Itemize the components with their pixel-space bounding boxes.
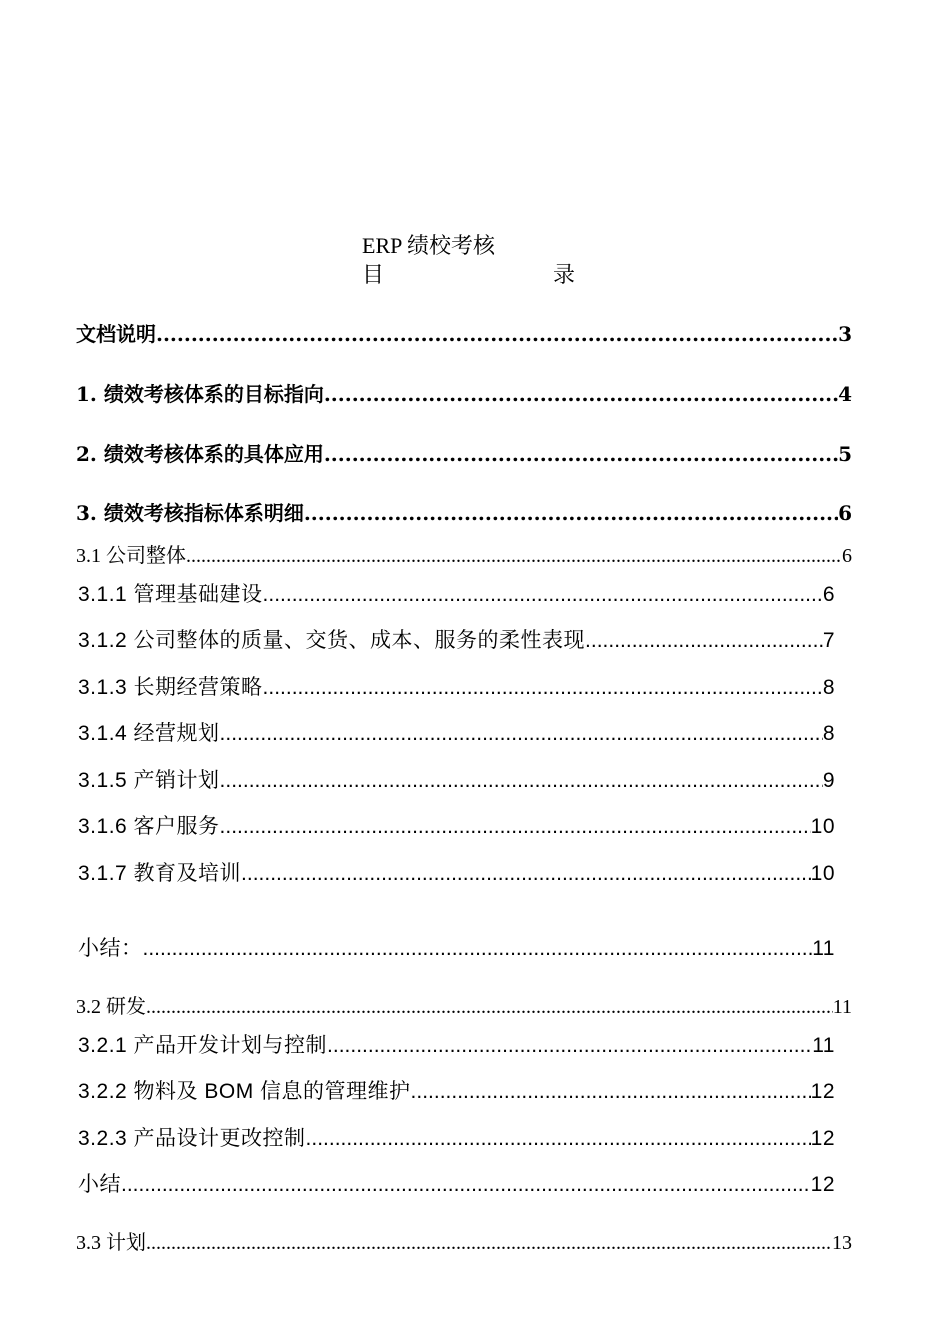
toc-entry-section-3-1-7[interactable] xyxy=(78,857,835,887)
toc-entry-section-3-1-3[interactable] xyxy=(78,671,835,701)
toc-entry-section-3-1-5[interactable] xyxy=(78,764,835,794)
toc-entry-page: 12 xyxy=(810,1127,835,1150)
toc-heading-left: 目 xyxy=(362,263,385,288)
toc-dot-leader xyxy=(304,501,838,525)
toc-entry-section-3-1-1[interactable] xyxy=(78,578,835,608)
toc-entry-section-3-1-6[interactable] xyxy=(78,810,835,840)
toc-entry-section-3[interactable] xyxy=(76,497,852,526)
toc-entry-section-3-2-1[interactable] xyxy=(78,1029,835,1059)
toc-entry-label: 3.1.5 产销计划 xyxy=(78,769,220,792)
document-title: ERP 绩校考核 xyxy=(362,233,496,258)
toc-entry-label: 1. 绩效考核体系的目标指向 xyxy=(76,382,324,406)
toc-dot-leader xyxy=(241,862,811,886)
toc-entry-page: 6 xyxy=(842,545,852,567)
toc-entry-label: 2. 绩效考核体系的具体应用 xyxy=(76,442,324,466)
toc-dot-leader xyxy=(121,1173,811,1197)
toc-dot-leader xyxy=(327,1034,812,1058)
toc-entry-section-3-1-4[interactable] xyxy=(78,717,835,747)
toc-entry-page: 13 xyxy=(832,1232,852,1254)
toc-heading-right: 录 xyxy=(553,263,576,288)
toc-entry-page: 12 xyxy=(810,1173,835,1196)
toc-entry-section-3-2-2[interactable] xyxy=(78,1075,835,1105)
toc-entry-page: 11 xyxy=(832,996,852,1018)
toc-dot-leader xyxy=(220,815,811,839)
toc-dot-leader xyxy=(186,545,842,568)
toc-entry-label: 3.1.7 教育及培训 xyxy=(78,862,242,885)
toc-entry-page: 3 xyxy=(838,322,852,346)
toc-dot-leader xyxy=(585,629,823,653)
toc-entry-label: 小结： xyxy=(78,937,143,960)
toc-dot-leader xyxy=(146,1232,832,1255)
toc-entry-page: 12 xyxy=(810,1080,835,1103)
toc-dot-leader xyxy=(263,583,823,607)
toc-entry-section-3-1[interactable] xyxy=(76,539,852,568)
toc-entry-page: 5 xyxy=(838,442,852,466)
toc-entry-label: 3.1.4 经营规划 xyxy=(78,722,220,745)
toc-dot-leader xyxy=(220,722,823,746)
toc-dot-leader xyxy=(220,769,823,793)
toc-entry-section-3-3[interactable] xyxy=(76,1226,852,1255)
toc-entry-label: 3.1.6 客户服务 xyxy=(78,815,220,838)
toc-dot-leader xyxy=(263,676,823,700)
toc-entry-page: 11 xyxy=(812,1034,835,1057)
toc-entry-section-3-2[interactable] xyxy=(76,990,852,1019)
toc-entry-page: 6 xyxy=(822,583,835,606)
toc-entry-label: 3.2.3 产品设计更改控制 xyxy=(78,1127,306,1150)
toc-entry-label: 3.3 计划 xyxy=(76,1232,146,1254)
toc-entry-section-1[interactable] xyxy=(76,378,852,407)
toc-entry-label: 3.1.2 公司整体的质量、交货、成本、服务的柔性表现 xyxy=(78,629,586,652)
toc-entry-page: 9 xyxy=(822,769,835,792)
toc-entry-page: 6 xyxy=(838,501,852,525)
toc-entry-page: 10 xyxy=(810,862,835,885)
toc-entry-label: 3.2.1 产品开发计划与控制 xyxy=(78,1034,328,1057)
toc-entry-page: 4 xyxy=(838,382,852,406)
toc-entry-document-description[interactable] xyxy=(76,318,852,347)
toc-entry-page: 8 xyxy=(822,676,835,699)
toc-entry-label: 3.2.2 物料及 BOM 信息的管理维护 xyxy=(78,1080,411,1103)
toc-dot-leader xyxy=(143,937,813,961)
toc-entry-section-3-2-3[interactable] xyxy=(78,1122,835,1152)
toc-dot-leader xyxy=(411,1080,811,1104)
toc-entry-label: 3.1.1 管理基础建设 xyxy=(78,583,263,606)
toc-entry-section-2[interactable] xyxy=(76,438,852,467)
toc-entry-label: 3.1.3 长期经营策略 xyxy=(78,676,263,699)
toc-entry-summary-3-1[interactable] xyxy=(78,932,835,962)
toc-entry-label: 3.1 公司整体 xyxy=(76,545,186,567)
toc-entry-page: 10 xyxy=(810,815,835,838)
toc-entry-summary-3-2[interactable] xyxy=(78,1168,835,1198)
toc-entry-label: 小结 xyxy=(78,1173,121,1196)
toc-dot-leader xyxy=(146,996,833,1019)
toc-entry-page: 8 xyxy=(822,722,835,745)
toc-dot-leader xyxy=(156,322,838,346)
toc-dot-leader xyxy=(306,1127,811,1151)
toc-dot-leader xyxy=(324,382,838,406)
toc-entry-label: 文档说明 xyxy=(76,322,156,346)
toc-entry-page: 11 xyxy=(812,937,835,960)
toc-entry-label: 3.2 研发 xyxy=(76,996,146,1018)
toc-entry-section-3-1-2[interactable] xyxy=(78,624,835,654)
toc-entry-label: 3. 绩效考核指标体系明细 xyxy=(76,501,304,525)
toc-entry-page: 7 xyxy=(822,629,835,652)
toc-dot-leader xyxy=(324,442,838,466)
